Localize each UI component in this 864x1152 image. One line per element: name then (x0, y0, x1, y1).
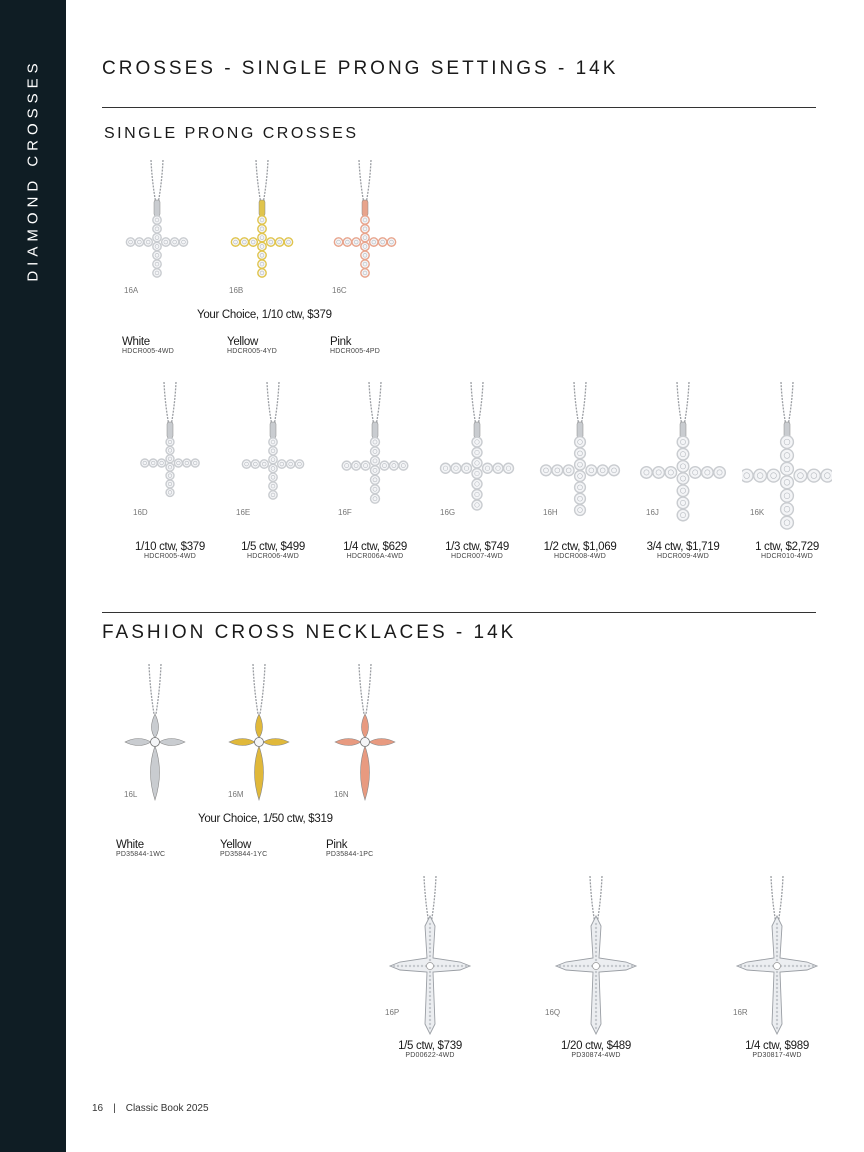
product-16f-label: 1/4 ctw, $629 (343, 541, 407, 553)
product-16h-caption (530, 541, 630, 560)
section-title-single-prong: SINGLE PRONG CROSSES (104, 125, 359, 142)
product-16q-caption (541, 1040, 651, 1059)
product-16r-sku: PD30817-4WD (752, 1052, 802, 1059)
product-16d-label: 1/10 ctw, $379 (135, 541, 205, 553)
product-16h-sku: HDCR008-4WD (554, 553, 606, 560)
choice-price-fashion: Your Choice, 1/50 ctw, $319 (198, 813, 333, 825)
product-16a-image (117, 160, 197, 300)
product-16p-sku: PD00622-4WD (405, 1052, 455, 1059)
product-16k-id: 16K (750, 508, 765, 517)
page-number: 16 (92, 1103, 104, 1114)
product-16f-caption (325, 541, 425, 560)
sidebar (0, 0, 66, 1152)
product-16a-sku: HDCR005-4WD (122, 348, 174, 355)
product-16b-id: 16B (229, 286, 244, 295)
product-16q-sku: PD30874-4WD (571, 1052, 621, 1059)
product-16j-caption (633, 541, 733, 560)
product-16l-label: White (116, 839, 144, 851)
product-16n-label: Pink (326, 839, 348, 851)
product-16e-caption (223, 541, 323, 560)
product-16l-id: 16L (124, 790, 138, 799)
product-16j-id: 16J (646, 508, 659, 517)
product-16d-caption (120, 541, 220, 560)
product-16m-id: 16M (228, 790, 244, 799)
product-16l-caption (116, 839, 165, 858)
product-16g-label: 1/3 ctw, $749 (445, 541, 509, 553)
divider (102, 612, 816, 613)
product-16n-sku: PD35844-1PC (326, 851, 374, 858)
product-16c-label: Pink (330, 336, 352, 348)
product-16e-sku: HDCR006-4WD (247, 553, 299, 560)
page-title: CROSSES - SINGLE PRONG SETTINGS - 14K (102, 58, 619, 79)
product-16n-caption (326, 839, 373, 858)
product-16b-sku: HDCR005-4YD (227, 348, 278, 355)
product-16p-label: 1/5 ctw, $739 (398, 1040, 462, 1052)
product-16r-caption (722, 1040, 832, 1059)
product-16n-image (325, 664, 405, 804)
product-16m-caption (220, 839, 267, 858)
product-16j-sku: HDCR009-4WD (657, 553, 709, 560)
product-16a-id: 16A (124, 286, 139, 295)
product-16h-label: 1/2 ctw, $1,069 (543, 541, 617, 553)
book-title: Classic Book 2025 (125, 1103, 209, 1114)
product-16h-id: 16H (543, 508, 558, 517)
footer-separator: | (113, 1103, 116, 1114)
product-16g-sku: HDCR007-4WD (451, 553, 503, 560)
product-16e-label: 1/5 ctw, $499 (241, 541, 305, 553)
product-16c-id: 16C (332, 286, 347, 295)
product-16m-label: Yellow (220, 839, 252, 851)
product-16k-caption (737, 541, 837, 560)
product-16b-image (222, 160, 302, 300)
product-16d-id: 16D (133, 508, 148, 517)
product-16l-sku: PD35844-1WC (116, 851, 166, 858)
product-16l-image (115, 664, 195, 804)
product-16b-label: Yellow (227, 336, 259, 348)
product-16f-id: 16F (338, 508, 352, 517)
product-16g-caption (427, 541, 527, 560)
sidebar-label: DIAMOND CROSSES (24, 58, 42, 282)
product-16d-sku: HDCR005-4WD (144, 553, 196, 560)
product-16f-sku: HDCR006A-4WD (346, 553, 404, 560)
product-16q-id: 16Q (545, 1008, 561, 1017)
product-16q-label: 1/20 ctw, $489 (561, 1040, 631, 1052)
product-16m-sku: PD35844-1YC (220, 851, 268, 858)
product-16k-sku: HDCR010-4WD (761, 553, 813, 560)
product-16m-image (219, 664, 299, 804)
product-16c-sku: HDCR005-4PD (330, 348, 381, 355)
product-16k-label: 1 ctw, $2,729 (755, 541, 819, 553)
product-16a-caption (122, 336, 174, 355)
product-16q-image (546, 876, 646, 1041)
product-16p-caption (375, 1040, 485, 1059)
divider (102, 107, 816, 108)
product-16r-label: 1/4 ctw, $989 (745, 1040, 809, 1052)
product-16n-id: 16N (334, 790, 349, 799)
product-16c-caption (330, 336, 380, 355)
product-16p-id: 16P (385, 1008, 400, 1017)
choice-price-single-prong: Your Choice, 1/10 ctw, $379 (197, 309, 332, 321)
product-16r-id: 16R (733, 1008, 748, 1017)
product-16a-label: White (122, 336, 150, 348)
product-16g-id: 16G (440, 508, 456, 517)
product-16c-image (325, 160, 405, 300)
section-title-fashion: FASHION CROSS NECKLACES - 14K (102, 622, 517, 643)
product-16e-id: 16E (236, 508, 251, 517)
product-16j-label: 3/4 ctw, $1,719 (646, 541, 720, 553)
footer (92, 1103, 209, 1114)
product-16b-caption (227, 336, 277, 355)
